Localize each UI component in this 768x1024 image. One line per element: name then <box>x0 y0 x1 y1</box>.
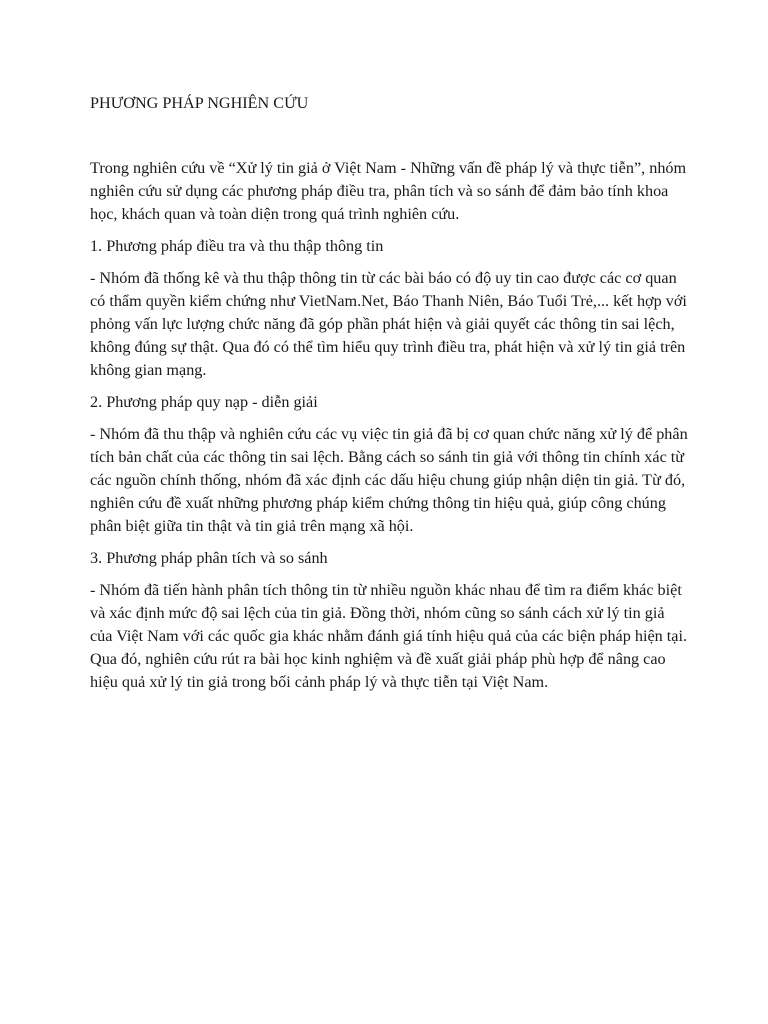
section-2-heading: 2. Phương pháp quy nạp - diễn giải <box>90 393 318 411</box>
intro-paragraph: Trong nghiên cứu về “Xử lý tin giả ở Việt Nam - Những vấn đề pháp lý và thực tiễn”, nhóm nghiên cứu sử dụng các phương pháp điều tra, phân tích và so sánh để đảm bảo tính khoa học, khách quan và toàn diện trong quá trình nghiên cứu. <box>90 159 687 223</box>
page-title: PHƯƠNG PHÁP NGHIÊN CỨU <box>90 94 309 112</box>
section-1-body: - Nhóm đã thống kê và thu thập thông tin từ các bài báo có độ uy tin cao được các cơ quan có thẩm quyền kiểm chứng như VietNam.Net, Báo Thanh Niên, Báo Tuổi Trẻ,... kết hợp với phỏng vấn lực lượng chức năng đã góp phần phát hiện và giải quyết các thông tin sai lệch, không đúng sự thật. Qua đó có thể tìm hiểu quy trình điều tra, phát hiện và xử lý tin giả trên không gian mạng. <box>90 269 687 379</box>
section-3-body: - Nhóm đã tiến hành phân tích thông tin từ nhiều nguồn khác nhau để tìm ra điểm khác biệt và xác định mức độ sai lệch của tin giả. Đồng thời, nhóm cũng so sánh cách xử lý tin giả của Việt Nam với các quốc gia khác nhằm đánh giá tính hiệu quả của các biện pháp hiện tại. Qua đó, nghiên cứu rút ra bài học kinh nghiệm và đề xuất giải pháp phù hợp để nâng cao hiệu quả xử lý tin giả trong bối cảnh pháp lý và thực tiễn tại Việt Nam. <box>90 581 688 691</box>
section-2-body: - Nhóm đã thu thập và nghiên cứu các vụ việc tin giả đã bị cơ quan chức năng xử lý để phân tích bản chất của các thông tin sai lệch. Bằng cách so sánh tin giả với thông tin chính xác từ các nguồn chính thống, nhóm đã xác định các dấu hiệu chung giúp nhận diện tin giả. Từ đó, nghiên cứu đề xuất những phương pháp kiểm chứng thông tin hiệu quả, giúp công chúng phân biệt giữa tin thật và tin giả trên mạng xã hội. <box>90 425 688 535</box>
section-1-heading: 1. Phương pháp điều tra và thu thập thông tin <box>90 237 384 255</box>
section-3-heading: 3. Phương pháp phân tích và so sánh <box>90 549 328 567</box>
